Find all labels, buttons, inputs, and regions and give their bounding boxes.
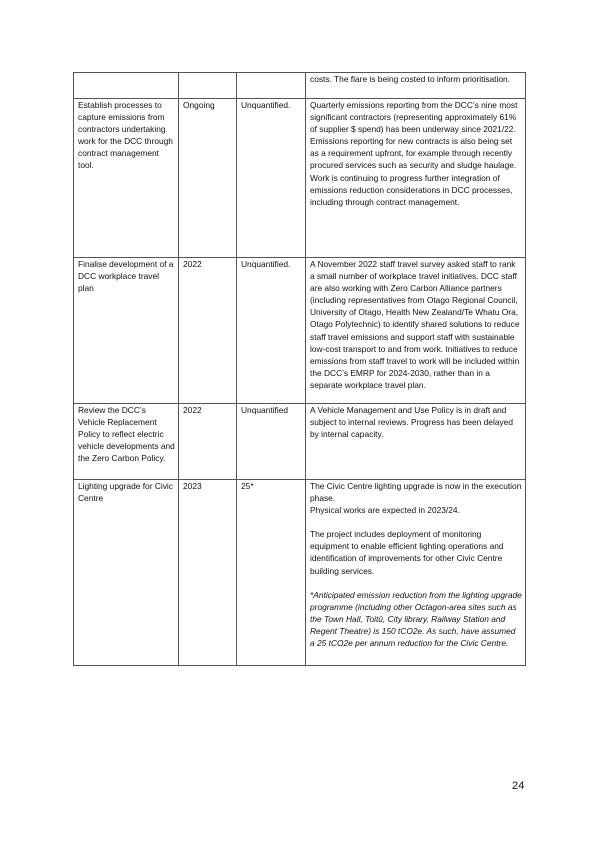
status-paragraph: Emissions reporting for new contracts is also being set as a requirement upfront, for example through recently procured services such as security and sludge haulage. bbox=[310, 136, 517, 171]
table-row bbox=[74, 258, 526, 404]
table-row bbox=[74, 480, 526, 666]
status-paragraph: A Vehicle Management and Use Policy is in draft and subject to internal reviews. Progress has been delayed by internal capacity. bbox=[310, 405, 513, 440]
status-paragraph: A November 2022 staff travel survey asked staff to rank a small number of workplace travel initiatives. DCC staff are also working with Zero Carbon Alliance partners (including representatives from Otago Regional Council, University of Otago, Health New Zealand/Te Whatu Ora, Otago Polytechnic) to identify shared solutions to reduce staff travel emissions and support staff with sustainable low-cost transport to and from work. Initiatives to reduce emissions from staff travel to work will be included within the DCC’s EMRP for 2024-2030, rather than in a separate workplace travel plan. bbox=[310, 259, 520, 390]
reduction-cell bbox=[237, 73, 306, 99]
status-cell bbox=[306, 480, 526, 666]
status-paragraph: costs. The flare is being costed to inform prioritisation. bbox=[310, 74, 511, 84]
table-row bbox=[74, 404, 526, 480]
action-cell: Finalise development of a DCC workplace travel plan bbox=[74, 258, 179, 404]
action-cell: Establish processes to capture emissions from contractors undertaking work for the DCC through contract management tool. bbox=[74, 99, 179, 258]
actions-table bbox=[73, 72, 526, 666]
reduction-cell: Unquantified. bbox=[237, 258, 306, 404]
status-cell bbox=[306, 258, 526, 404]
reduction-cell: Unquantified. bbox=[237, 99, 306, 258]
action-cell: Lighting upgrade for Civic Centre bbox=[74, 480, 179, 666]
timeframe-cell: 2023 bbox=[179, 480, 237, 666]
reduction-cell: 25* bbox=[237, 480, 306, 666]
timeframe-cell: Ongoing bbox=[179, 99, 237, 258]
timeframe-cell: 2022 bbox=[179, 258, 237, 404]
action-cell: Review the DCC’s Vehicle Replacement Policy to reflect electric vehicle developments and the Zero Carbon Policy. bbox=[74, 404, 179, 480]
status-paragraph: The project includes deployment of monitoring equipment to enable efficient lighting operations and identification of improvements for other Civic Centre building services. bbox=[310, 529, 504, 576]
table-row bbox=[74, 73, 526, 99]
reduction-cell: Unquantified bbox=[237, 404, 306, 480]
footnote-paragraph: *Anticipated emission reduction from the lighting upgrade programme (including other Octagon-area sites such as the Town Hall, Toitū, City library, Railway Station and Regent Theatre) is 150 tCO2e. As such, have assumed a 25 tCO2e per annum reduction for the Civic Centre. bbox=[310, 589, 522, 649]
status-paragraph: Quarterly emissions reporting from the DCC’s nine most significant contractors (representing approximately 61% of supplier $ spend) has been underway since 2021/22. bbox=[310, 100, 518, 135]
page-number: 24 bbox=[512, 780, 525, 792]
status-cell bbox=[306, 99, 526, 258]
status-paragraph: The Civic Centre lighting upgrade is now in the execution phase. bbox=[310, 481, 522, 504]
status-cell bbox=[306, 73, 526, 99]
status-paragraph: Work is continuing to progress further integration of emissions reduction considerations in DCC processes, including through contract management. bbox=[310, 172, 513, 207]
action-cell bbox=[74, 73, 179, 99]
status-cell bbox=[306, 404, 526, 480]
timeframe-cell: 2022 bbox=[179, 404, 237, 480]
status-paragraph: Physical works are expected in 2023/24. bbox=[310, 505, 460, 516]
table-row bbox=[74, 99, 526, 258]
timeframe-cell bbox=[179, 73, 237, 99]
